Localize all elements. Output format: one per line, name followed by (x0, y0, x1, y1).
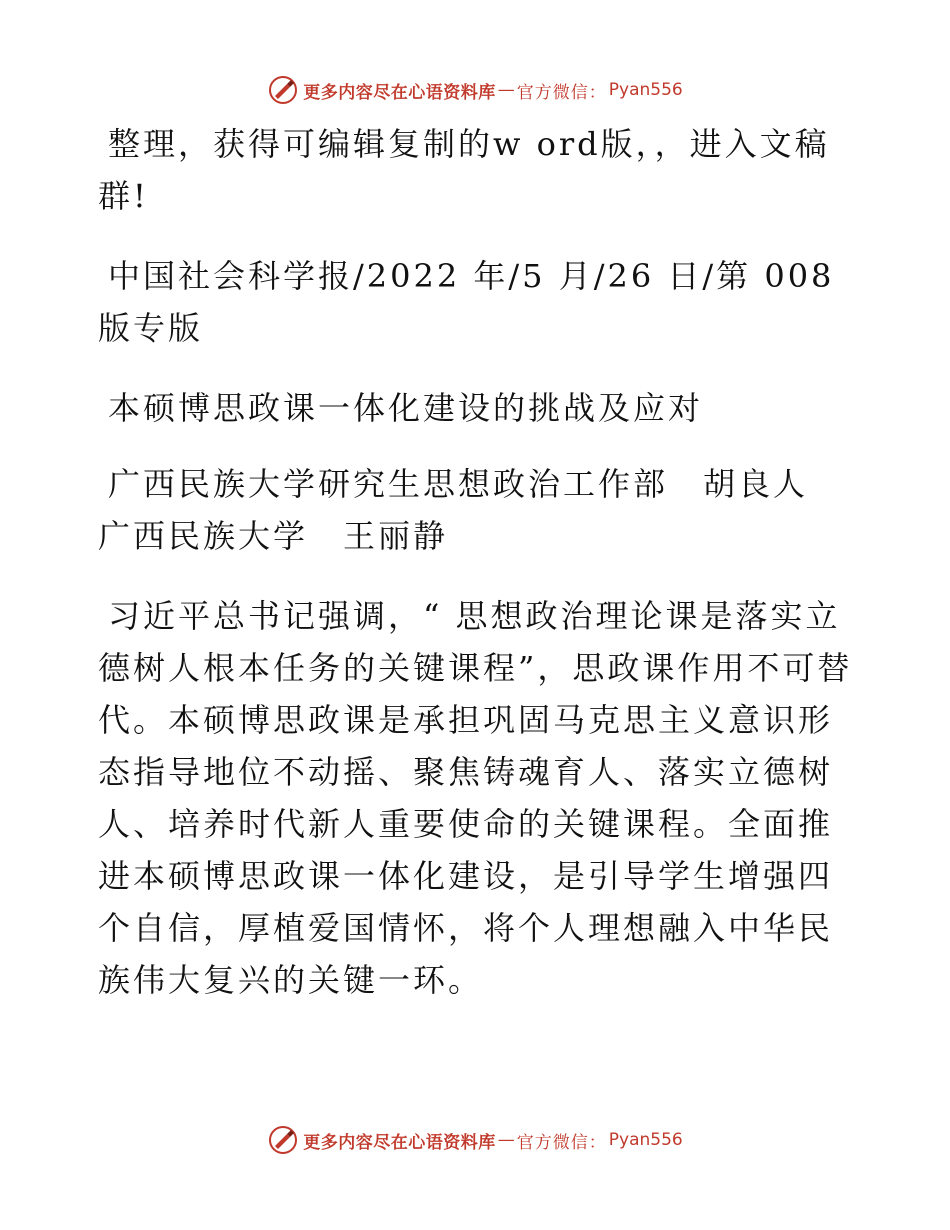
author-block (98, 458, 858, 562)
author-line-2: 广西民族大学 王丽静 (98, 517, 449, 555)
intro-paragraph: 整理，获得可编辑复制的w ord版，，进入文稿群! (98, 125, 830, 215)
body-paragraph: 习近平总书记强调，“ 思想政治理论课是落实立德树人根本任务的关键课程”，思政课作用不可替代。本硕博思政课是承担巩固马克思主义意识形态指导地位不动摇、聚焦铸魂育人、落实立德树人、培养时代新人重要使命的关键课程。全面推进本硕博思政课一体化建设，是引导学生增强四个自信，厚植爱国情怀，将个人理想融入中华民族伟大复兴的关键一环。 (98, 597, 853, 999)
source-citation: 中国社会科学报/2022 年/5 月/26 日/第 008 版专版 (98, 257, 835, 347)
article-title: 本硕博思政课一体化建设的挑战及应对 (108, 389, 704, 427)
banner-wechat-id: Pyan556 (608, 80, 683, 100)
banner-sub-text: 官方微信： (516, 82, 607, 103)
footer-watermark-banner (0, 1120, 950, 1160)
banner-wechat-id: Pyan556 (608, 1130, 683, 1150)
document-body (98, 118, 858, 1034)
pen-logo-icon (267, 74, 299, 106)
banner-main-text: 更多内容尽在心语资料库 (303, 82, 496, 103)
header-watermark-banner (0, 70, 950, 110)
banner-sub-text: 官方微信： (516, 1132, 607, 1153)
author-line-1: 广西民族大学研究生思想政治工作部 胡良人 (108, 465, 809, 503)
banner-main-text: 更多内容尽在心语资料库 (303, 1132, 496, 1153)
banner-dash: — (497, 1130, 515, 1150)
banner-dash: — (497, 80, 515, 100)
pen-logo-icon (267, 1124, 299, 1156)
